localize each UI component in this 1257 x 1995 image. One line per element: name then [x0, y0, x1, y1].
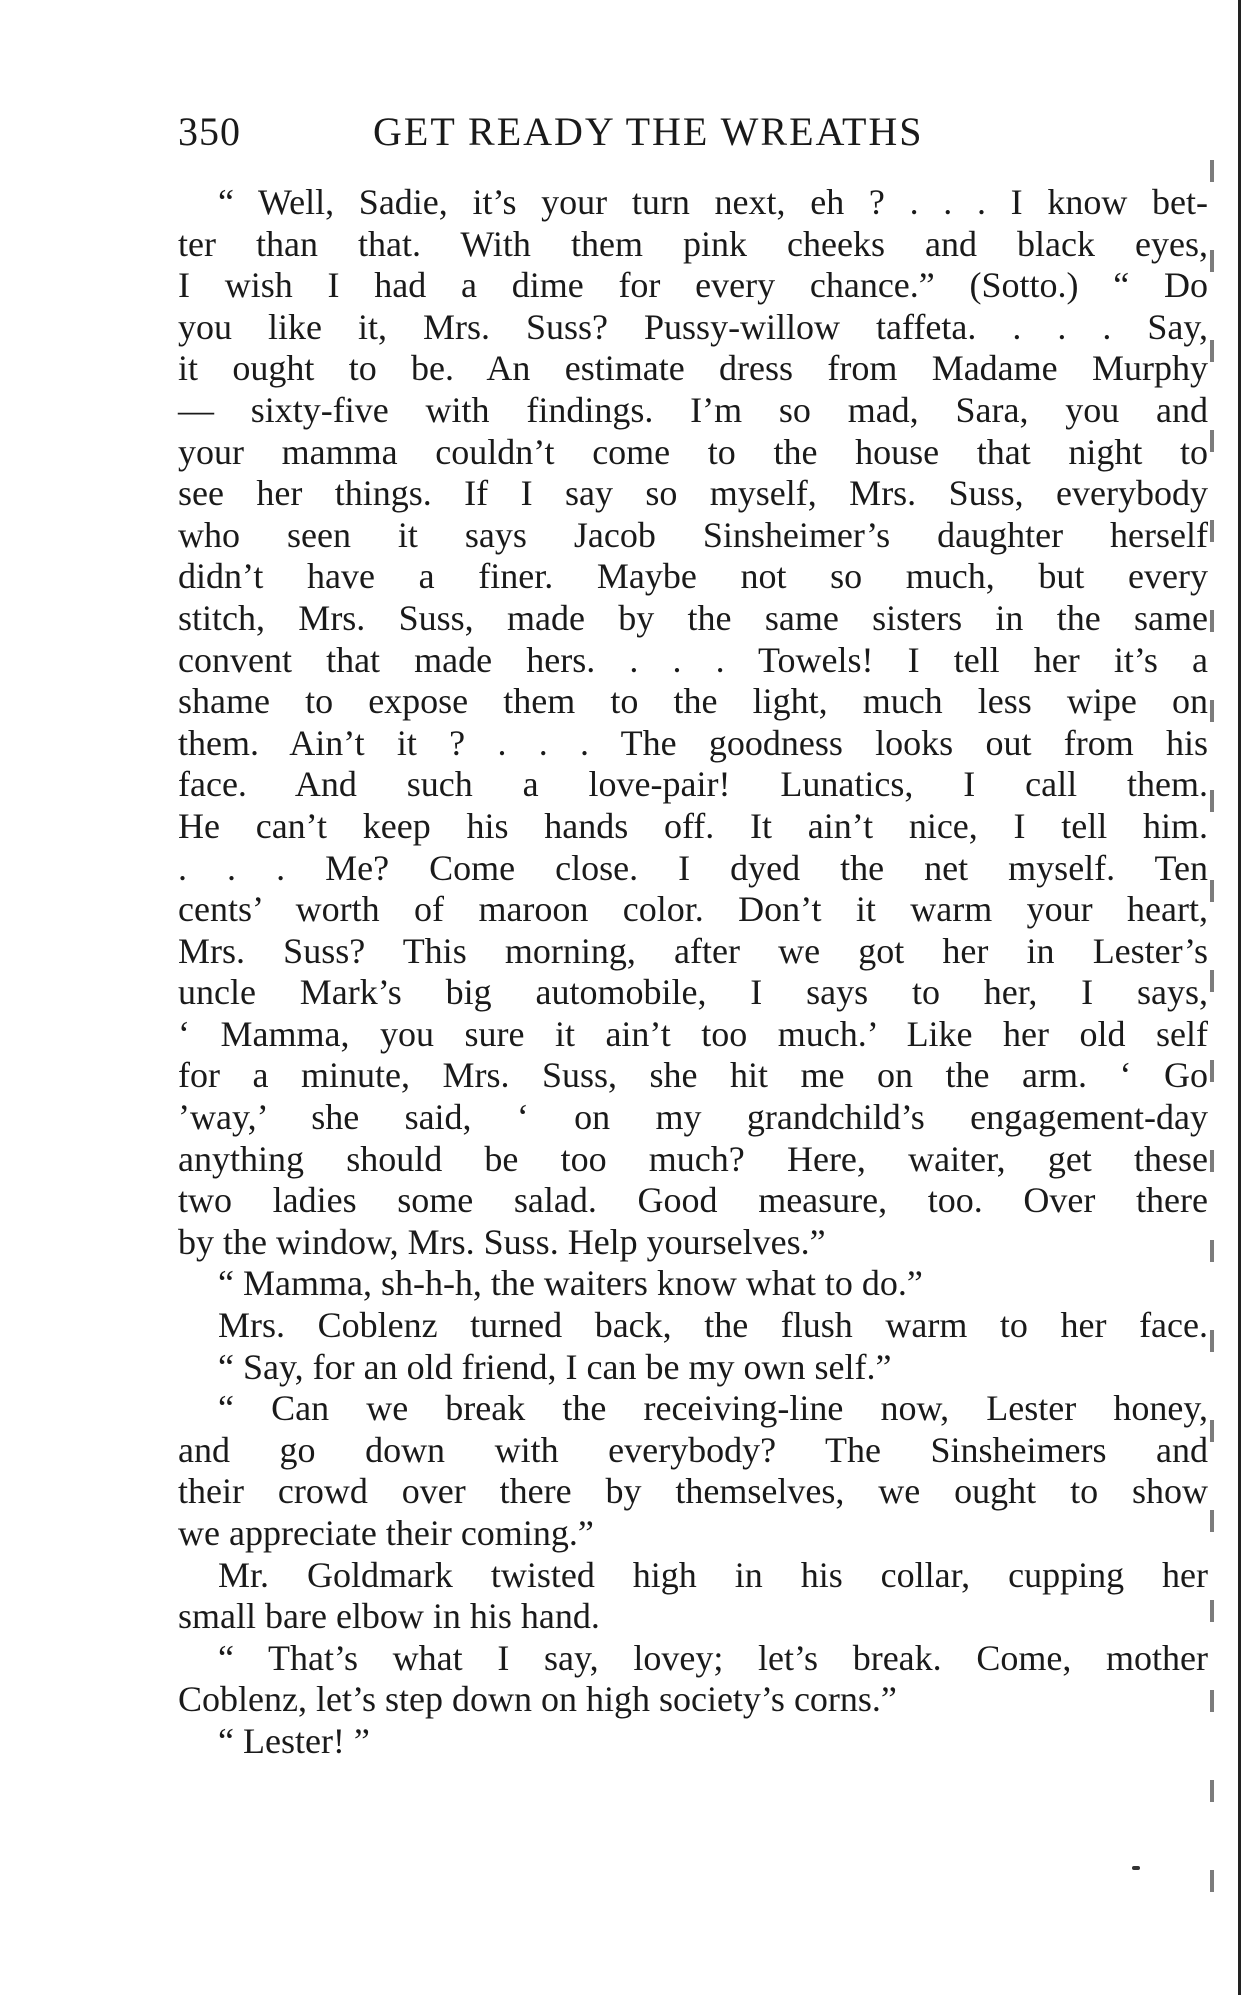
text-line: — sixty-five with findings. I’m so mad, Sara, you and — [178, 389, 1208, 430]
text-line: Coblenz, let’s step down on high society’s corns.” — [178, 1679, 897, 1720]
text-line: small bare elbow in his hand. — [178, 1596, 600, 1637]
text-line: uncle Mark’s big automobile, I says to her, I says, — [178, 972, 1208, 1013]
page-number: 350 — [178, 109, 241, 154]
text-line: two ladies some salad. Good measure, too. Over there — [178, 1180, 1208, 1221]
text-line: shame to expose them to the light, much less wipe on — [178, 681, 1208, 722]
text-line: and go down with everybody? The Sinsheimers and — [178, 1429, 1208, 1470]
text-line: “ Say, for an old friend, I can be my own self.” — [218, 1346, 892, 1387]
text-line: cents’ worth of maroon color. Don’t it warm your heart, — [178, 889, 1208, 930]
text-line: ter than that. With them pink cheeks and black eyes, — [178, 223, 1208, 264]
page-edge — [1238, 0, 1241, 1995]
text-line: anything should be too much? Here, waiter, get these — [178, 1138, 1208, 1179]
body-text — [178, 182, 1208, 1763]
text-line: convent that made hers. . . . Towels! I tell her it’s a — [178, 639, 1208, 680]
text-line: didn’t have a finer. Maybe not so much, but every — [178, 556, 1208, 597]
text-line: who seen it says Jacob Sinsheimer’s daughter herself — [178, 514, 1208, 555]
text-line: Mrs. Suss? This morning, after we got her in Lester’s — [178, 930, 1208, 971]
text-line: stitch, Mrs. Suss, made by the same sisters in the same — [178, 597, 1208, 638]
text-line: ’way,’ she said, ‘ on my grandchild’s engagement-day — [178, 1097, 1208, 1138]
text-line: Mrs. Coblenz turned back, the flush warm to her face. — [218, 1305, 1208, 1346]
text-line: . . . Me? Come close. I dyed the net myself. Ten — [178, 847, 1208, 888]
ink-speck — [1132, 1866, 1140, 1870]
text-line: Mr. Goldmark twisted high in his collar, cupping her — [218, 1554, 1208, 1595]
text-line: them. Ain’t it ? . . . The goodness looks out from his — [178, 722, 1208, 763]
text-line: “ That’s what I say, lovey; let’s break. Come, mother — [218, 1637, 1208, 1678]
text-line: it ought to be. An estimate dress from Madame Murphy — [178, 348, 1208, 389]
text-line: “ Can we break the receiving-line now, Lester honey, — [218, 1388, 1208, 1429]
text-line: “ Well, Sadie, it’s your turn next, eh ? . . . I know bet- — [218, 182, 1208, 222]
text-line: face. And such a love-pair! Lunatics, I call them. — [178, 764, 1208, 805]
text-line: “ Mamma, sh-h-h, the waiters know what to do.” — [218, 1263, 923, 1304]
text-line: you like it, Mrs. Suss? Pussy-willow taffeta. . . . Say, — [178, 306, 1208, 347]
text-line: see her things. If I say so myself, Mrs. Suss, everybody — [178, 473, 1208, 514]
text-line: I wish I had a dime for every chance.” (Sotto.) “ Do — [178, 265, 1208, 306]
text-line: for a minute, Mrs. Suss, she hit me on the arm. ‘ Go — [178, 1055, 1208, 1096]
running-title: GET READY THE WREATHS — [373, 109, 924, 154]
text-line: “ Lester! ” — [218, 1720, 370, 1761]
text-line: ‘ Mamma, you sure it ain’t too much.’ Like her old self — [178, 1013, 1208, 1054]
text-line: by the window, Mrs. Suss. Help yourselves.” — [178, 1221, 826, 1262]
running-header — [178, 108, 1208, 155]
text-line: their crowd over there by themselves, we ought to show — [178, 1471, 1208, 1512]
text-line: He can’t keep his hands off. It ain’t nice, I tell him. — [178, 805, 1208, 846]
text-line: your mamma couldn’t come to the house that night to — [178, 431, 1208, 472]
text-line: we appreciate their coming.” — [178, 1513, 594, 1553]
binding-shadow — [1210, 160, 1214, 1920]
